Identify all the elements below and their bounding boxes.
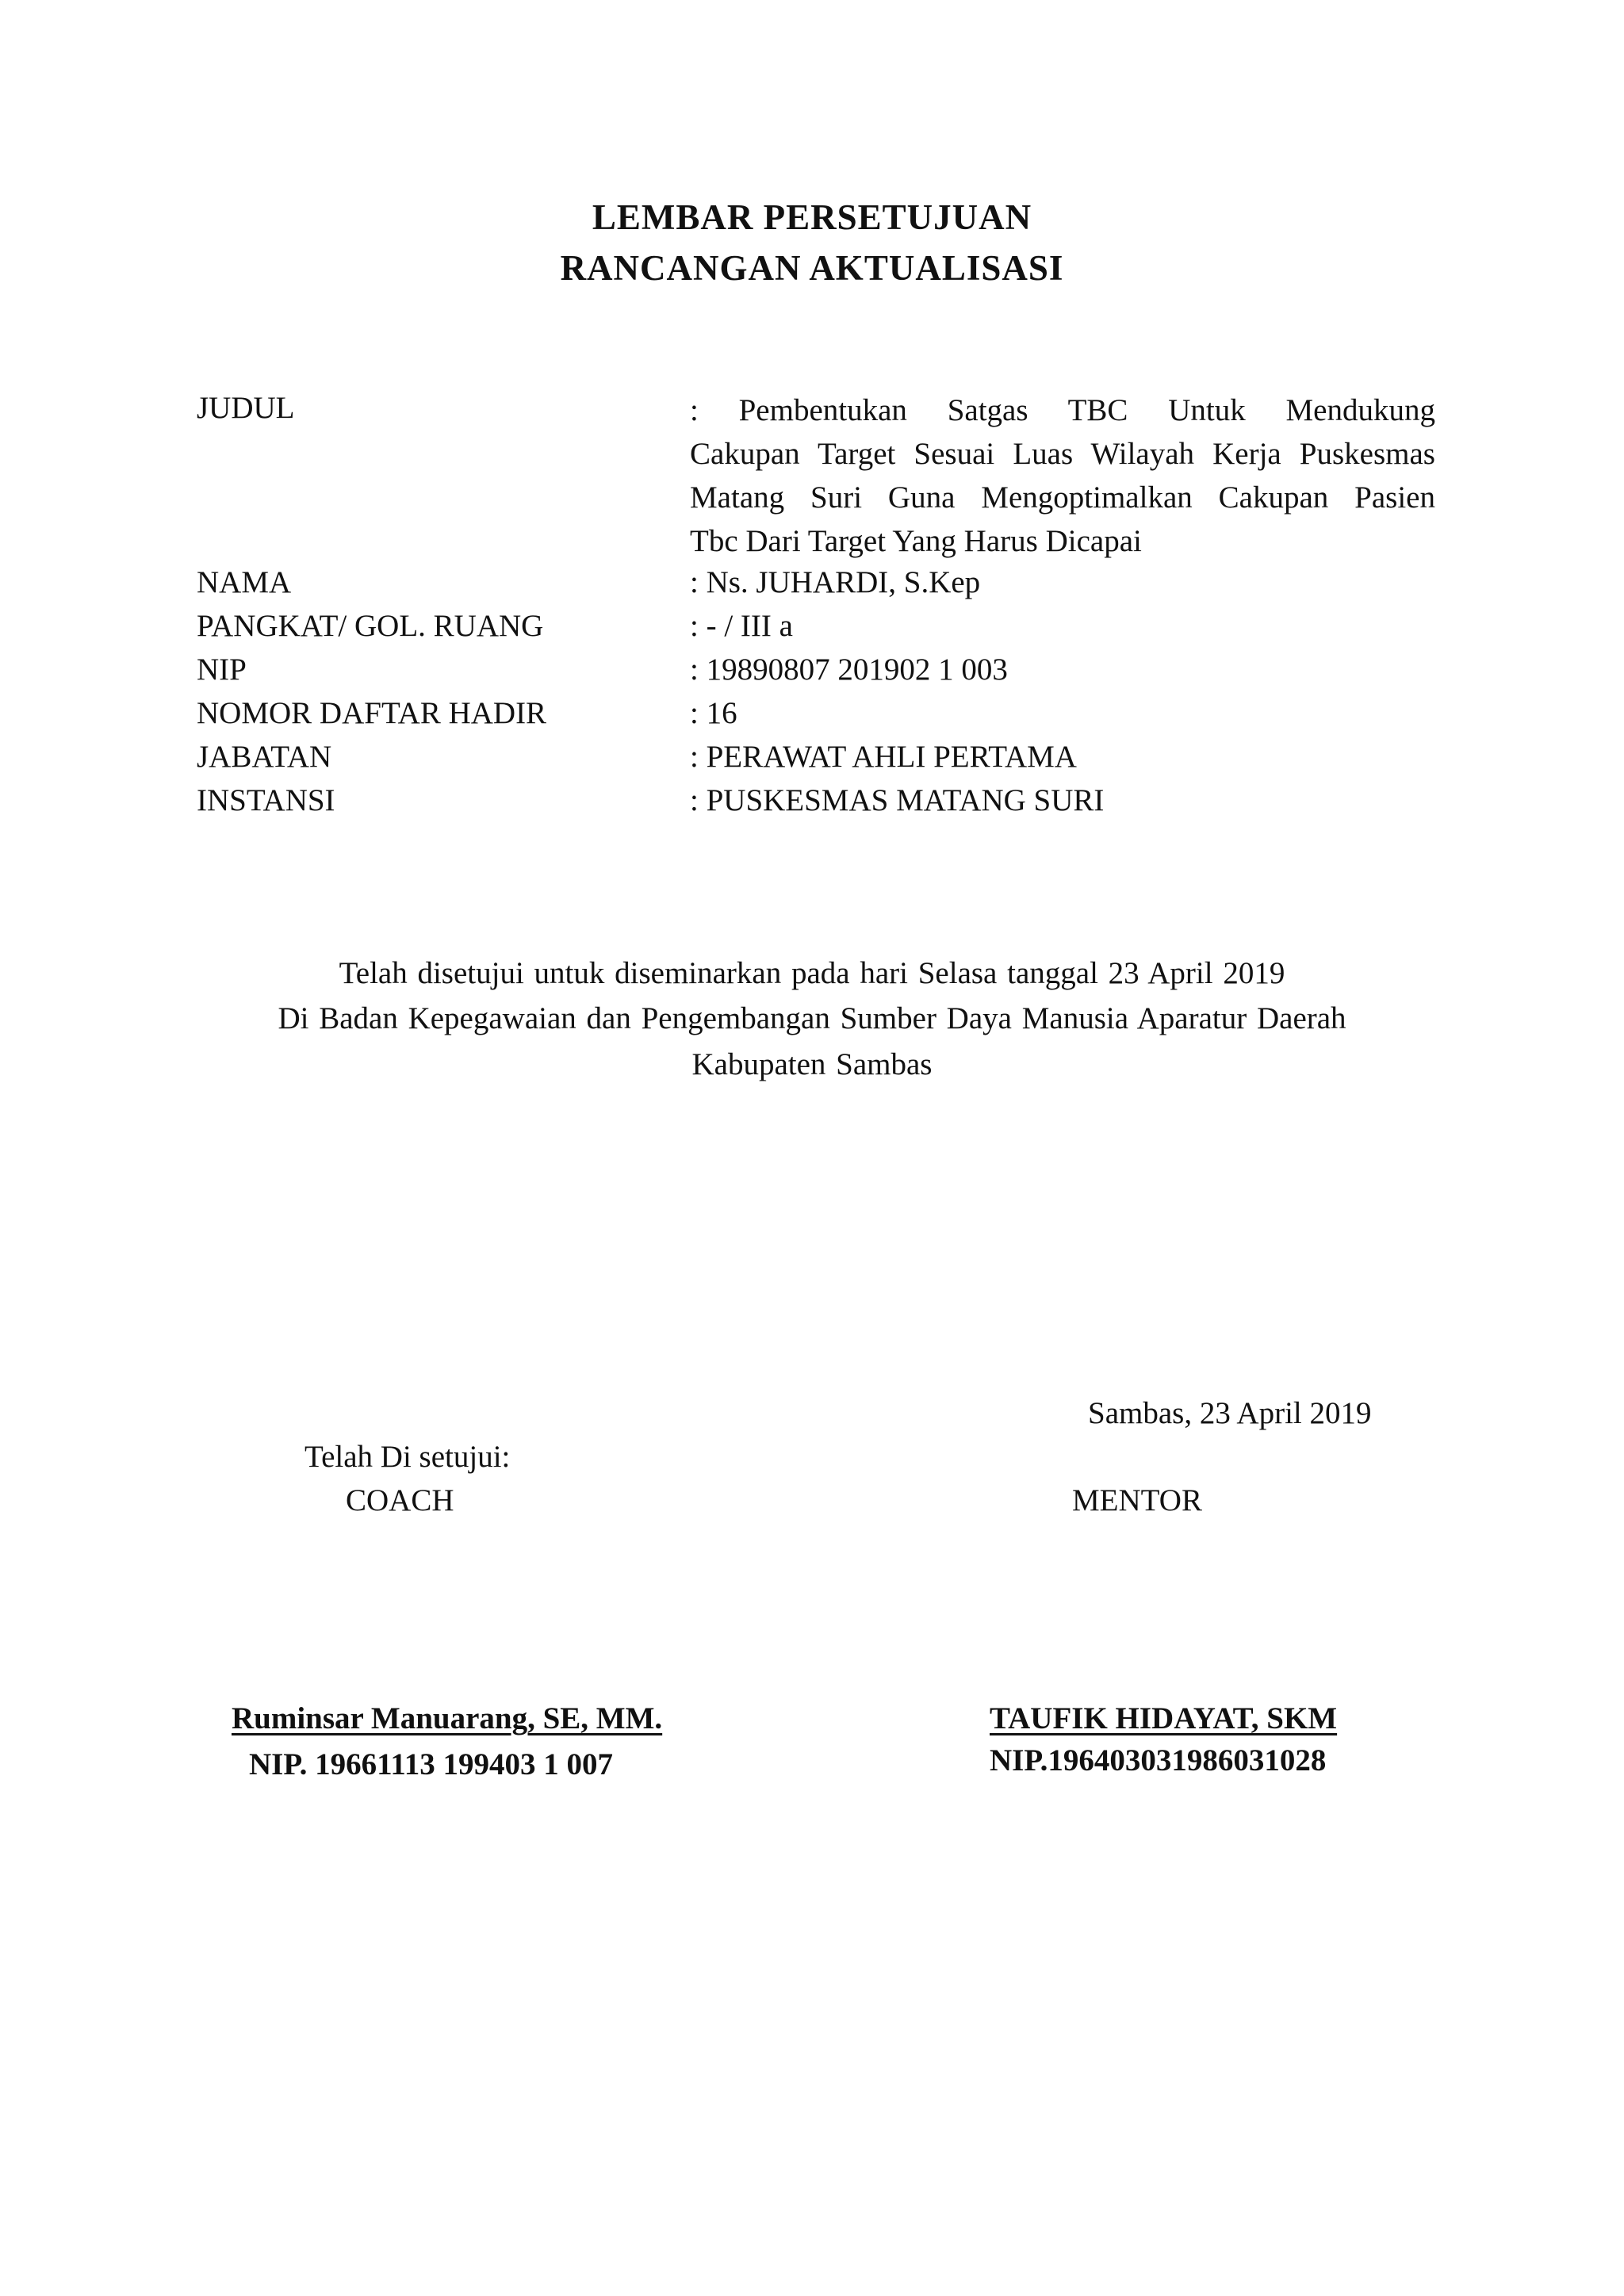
mentor-name: TAUFIK HIDAYAT, SKM [990,1701,1338,1735]
nip-value: : 19890807 201902 1 003 [690,652,1008,687]
pangkat-label: PANGKAT/ GOL. RUANG [197,609,544,643]
place-date: Sambas, 23 April 2019 [1088,1396,1372,1430]
instansi-label: INSTANSI [197,783,335,817]
nama-label: NAMA [197,565,292,599]
judul-label: JUDUL [197,391,295,425]
document-title-line-2: RANCANGAN AKTUALISASI [560,248,1064,288]
mentor-role: MENTOR [1072,1483,1202,1517]
jabatan-value: : PERAWAT AHLI PERTAMA [690,740,1077,774]
judul-line-2: Cakupan Target Sesuai Luas Wilayah Kerja Puskesmas [690,437,1435,471]
nama-value: : Ns. JUHARDI, S.Kep [690,565,981,599]
nomor-daftar-hadir-value: : 16 [690,696,737,730]
approval-line-3: Kabupaten Sambas [691,1047,933,1081]
instansi-value: : PUSKESMAS MATANG SURI [690,783,1105,817]
nip-label: NIP [197,652,247,687]
coach-nip: NIP. 19661113 199403 1 007 [249,1747,614,1781]
nomor-daftar-hadir-label: NOMOR DAFTAR HADIR [197,696,547,730]
coach-role: COACH [346,1483,454,1517]
coach-name: Ruminsar Manuarang, SE, MM. [232,1701,663,1735]
judul-line-1: : Pembentukan Satgas TBC Untuk Mendukung [690,393,1435,427]
approval-line-1: Telah disetujui untuk diseminarkan pada hari Selasa tanggal 23 April 2019 [339,956,1285,990]
judul-value [690,388,1435,563]
judul-line-3: Matang Suri Guna Mengoptimalkan Cakupan Pasien [690,480,1435,515]
approval-line-2: Di Badan Kepegawaian dan Pengembangan Sumber Daya Manusia Aparatur Daerah [278,1001,1346,1035]
document-title-line-1: LEMBAR PERSETUJUAN [592,197,1032,237]
mentor-nip: NIP.196403031986031028 [990,1743,1327,1777]
judul-line-4: Tbc Dari Target Yang Harus Dicapai [690,524,1142,558]
pangkat-value: : - / III a [690,609,793,643]
jabatan-label: JABATAN [197,740,332,774]
approved-label: Telah Di setujui: [304,1440,511,1474]
